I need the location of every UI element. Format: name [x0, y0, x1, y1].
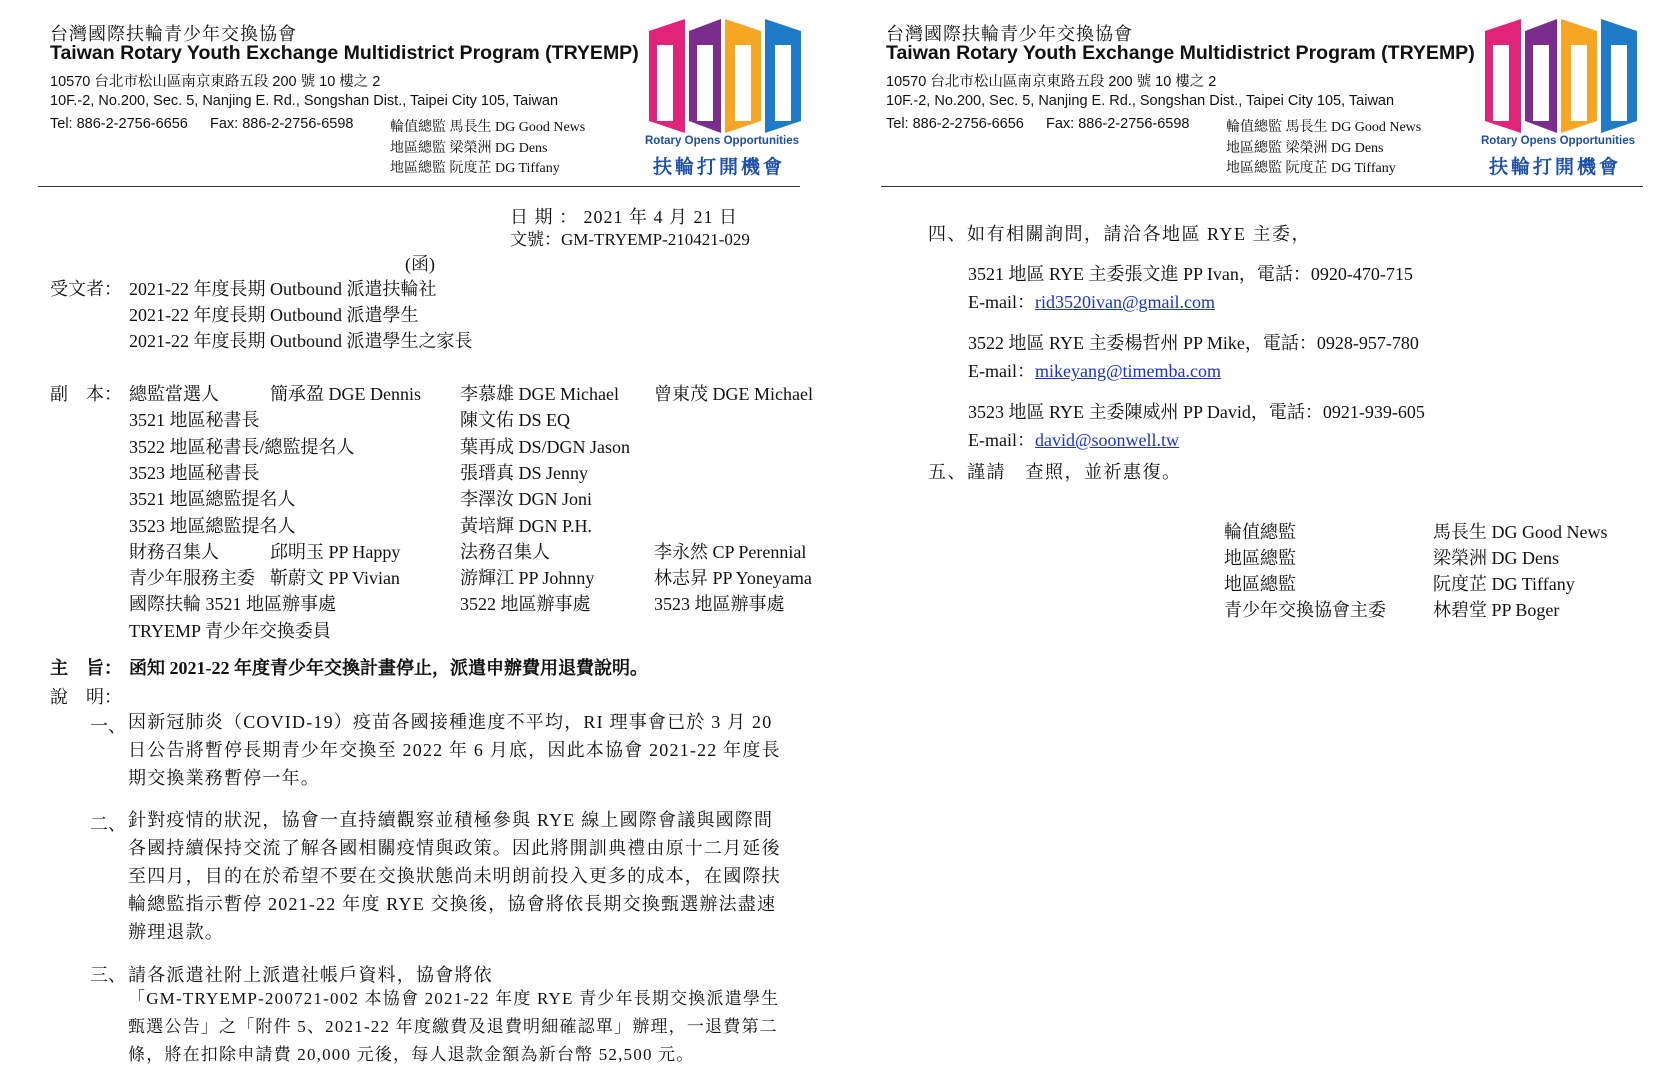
cc-entry: 陳文佑 DS EQ	[460, 410, 571, 431]
address-zh: 10570 台北市松山區南京東路五段 200 號 10 樓之 2	[50, 74, 381, 90]
address-zh: 10570 台北市松山區南京東路五段 200 號 10 樓之 2	[886, 74, 1217, 90]
doc-date: 日 期 ： 2021 年 4 月 21 日	[510, 207, 738, 227]
recipient-line: 2021-22 年度長期 Outbound 派遣學生之家長	[129, 331, 473, 351]
cc-entry: 3522 地區秘書長/總監提名人	[129, 436, 355, 457]
signature-name: 林碧堂 PP Boger	[1433, 600, 1560, 620]
cc-entry: 李永然 CP Perennial	[654, 541, 807, 562]
cc-entry: 葉再成 DS/DGN Jason	[460, 436, 631, 457]
org-name-en: Taiwan Rotary Youth Exchange Multidistrict Program (TRYEMP)	[50, 42, 639, 64]
cc-list	[0, 378, 836, 643]
tel: Tel: 886-2-2756-6656	[886, 116, 1024, 132]
signature-name: 馬長生 DG Good News	[1433, 522, 1608, 542]
item-number: 三、	[90, 965, 126, 985]
description-label: 說 明：	[50, 687, 122, 707]
letter-type: (函)	[405, 254, 435, 274]
recipient-line: 2021-22 年度長期 Outbound 派遣學生	[129, 305, 419, 325]
item-number: 二、	[90, 814, 126, 834]
cc-entry: 青少年服務主委	[129, 568, 255, 589]
logo-caption-en: Rotary Opens Opportunities	[645, 135, 799, 147]
rotary-logo	[645, 15, 805, 178]
org-name-zh: 台灣國際扶輪青少年交換協會	[886, 24, 1133, 44]
email-label: E-mail：	[968, 361, 1035, 381]
item-text: 因新冠肺炎（COVID-19）疫苗各國接種進度不平均，RI 理事會已於 3 月 20 日公告將暫停長期青少年交換至 2022 年 6 月底，因此本協會 2021-22 年度長期交換業務暫停一年。	[128, 712, 781, 788]
contact-email-row	[968, 288, 1215, 314]
logo-caption-zh: 扶輪打開機會	[653, 157, 786, 178]
fax: Fax: 886-2-2756-6598	[1046, 116, 1190, 132]
cc-entry: 財務召集人	[129, 541, 219, 562]
org-name-en: Taiwan Rotary Youth Exchange Multidistrict Program (TRYEMP)	[886, 42, 1475, 64]
email-link[interactable]: mikeyang@timemba.com	[1034, 361, 1222, 381]
cc-entry: 3521 地區秘書長	[129, 410, 260, 431]
cc-entry: 靳蔚文 PP Vivian	[270, 568, 400, 589]
doors-icon	[645, 15, 805, 140]
cc-entry: 3523 地區辦事處	[654, 594, 785, 615]
item-number: 一、	[90, 716, 126, 736]
officer-line: 地區總監 梁榮洲 DG Dens	[390, 141, 548, 156]
org-name-zh: 台灣國際扶輪青少年交換協會	[50, 24, 297, 44]
cc-entry: 3521 地區總監提名人	[129, 489, 296, 510]
cc-entry: 林志昇 PP Yoneyama	[654, 568, 812, 589]
header-rule	[881, 186, 1643, 187]
subject-text: 函知 2021-22 年度青少年交換計畫停止，派遣申辦費用退費說明。	[129, 658, 648, 678]
item-text: 請各派遣社附上派遣社帳戶資料，協會將依	[128, 965, 493, 985]
email-link[interactable]: rid3520ivan@gmail.com	[1034, 292, 1216, 312]
email-label: E-mail：	[968, 292, 1035, 312]
letter-page-1	[0, 0, 836, 1088]
signature-name: 阮度芷 DG Tiffany	[1433, 574, 1575, 594]
signature-title: 地區總監	[1224, 574, 1296, 594]
item-text: 針對疫情的狀況，協會一直持續觀察並積極參與 RYE 線上國際會議與國際間各國持續保持交流了解各國相關疫情與政策。因此將開訓典禮由原十二月延後至四月，目的在於希望不要在交換狀態尚未明朗前投入更多的成本，在國際扶輪總監指示暫停 2021-22 年度 RYE 交換後，協會將依長期交換甄選辦法盡速辦理退款。	[128, 810, 781, 942]
signature-title: 青少年交換協會主委	[1224, 600, 1386, 620]
cc-entry: 3523 地區秘書長	[129, 462, 260, 483]
subject-label: 主 旨：	[50, 658, 122, 678]
item-five: 五、謹請 查照，並祈惠復。	[928, 462, 1182, 482]
rotary-logo	[1481, 15, 1641, 178]
email-label: E-mail：	[968, 430, 1035, 450]
contact-email-row	[968, 357, 1221, 383]
item-four-title: 四、如有相關詢問，請洽各地區 RYE 主委，	[928, 224, 1312, 244]
logo-caption-en: Rotary Opens Opportunities	[1481, 135, 1635, 147]
signature-name: 梁榮洲 DG Dens	[1433, 548, 1559, 568]
officer-line: 輪值總監 馬長生 DG Good News	[390, 120, 586, 135]
cc-entry: 3522 地區辦事處	[460, 594, 591, 615]
cc-entry: 黃培輝 DGN P.H.	[460, 515, 593, 536]
item-text: 「GM-TRYEMP-200721-002 本協會 2021-22 年度 RYE 青少年長期交換派遣學生甄選公告」之「附件 5、2021-22 年度繳費及退費明細確認單」辦理，一退費第二條，將在扣除申請費 20,000 元後，每人退款金額為新台幣 52,500 元。	[128, 989, 780, 1064]
signature-title: 輪值總監	[1224, 522, 1296, 542]
cc-entry: 李慕雄 DGE Michael	[460, 384, 619, 404]
contact-line: 3522 地區 RYE 主委楊哲州 PP Mike，電話：0928-957-780	[968, 333, 1419, 353]
fax: Fax: 886-2-2756-6598	[210, 116, 354, 132]
cc-label: 副 本：	[50, 384, 122, 404]
doors-icon	[1481, 15, 1641, 140]
cc-entry: 3523 地區總監提名人	[129, 515, 296, 536]
cc-entry: 游輝江 PP Johnny	[460, 568, 595, 589]
cc-entry: TRYEMP 青少年交換委員	[129, 620, 331, 641]
cc-entry: 國際扶輪 3521 地區辦事處	[129, 594, 336, 615]
address-en: 10F.-2, No.200, Sec. 5, Nanjing E. Rd., Songshan Dist., Taipei City 105, Taiwan	[50, 93, 559, 109]
cc-entry: 邱明玉 PP Happy	[270, 541, 401, 562]
cc-entry: 曾東茂 DGE Michael	[654, 384, 813, 404]
contact-email-row	[968, 426, 1179, 452]
officer-line: 地區總監 阮度芷 DG Tiffany	[1226, 161, 1396, 176]
officer-line: 輪值總監 馬長生 DG Good News	[1226, 120, 1422, 135]
letter-page-2	[836, 0, 1673, 1088]
cc-entry: 張瑨真 DS Jenny	[460, 462, 589, 483]
cc-entry: 法務召集人	[460, 541, 550, 562]
recipients-label: 受文者：	[50, 279, 122, 299]
signature-title: 地區總監	[1224, 548, 1296, 568]
address-en: 10F.-2, No.200, Sec. 5, Nanjing E. Rd., Songshan Dist., Taipei City 105, Taiwan	[886, 93, 1395, 109]
recipient-line: 2021-22 年度長期 Outbound 派遣扶輪社	[129, 279, 437, 299]
officer-line: 地區總監 梁榮洲 DG Dens	[1226, 141, 1384, 156]
cc-entry: 總監當選人	[129, 384, 219, 404]
logo-caption-zh: 扶輪打開機會	[1489, 157, 1622, 178]
tel: Tel: 886-2-2756-6656	[50, 116, 188, 132]
header-rule	[38, 186, 800, 187]
contact-line: 3523 地區 RYE 主委陳威州 PP David，電話：0921-939-605	[968, 402, 1425, 422]
officer-line: 地區總監 阮度芷 DG Tiffany	[390, 161, 560, 176]
contact-line: 3521 地區 RYE 主委張文進 PP Ivan，電話：0920-470-715	[968, 264, 1413, 284]
email-link[interactable]: david@soonwell.tw	[1034, 430, 1180, 450]
cc-entry: 簡承盈 DGE Dennis	[270, 384, 421, 404]
doc-number: 文號：GM-TRYEMP-210421-029	[510, 230, 750, 249]
cc-entry: 李澤汝 DGN Joni	[460, 489, 593, 510]
